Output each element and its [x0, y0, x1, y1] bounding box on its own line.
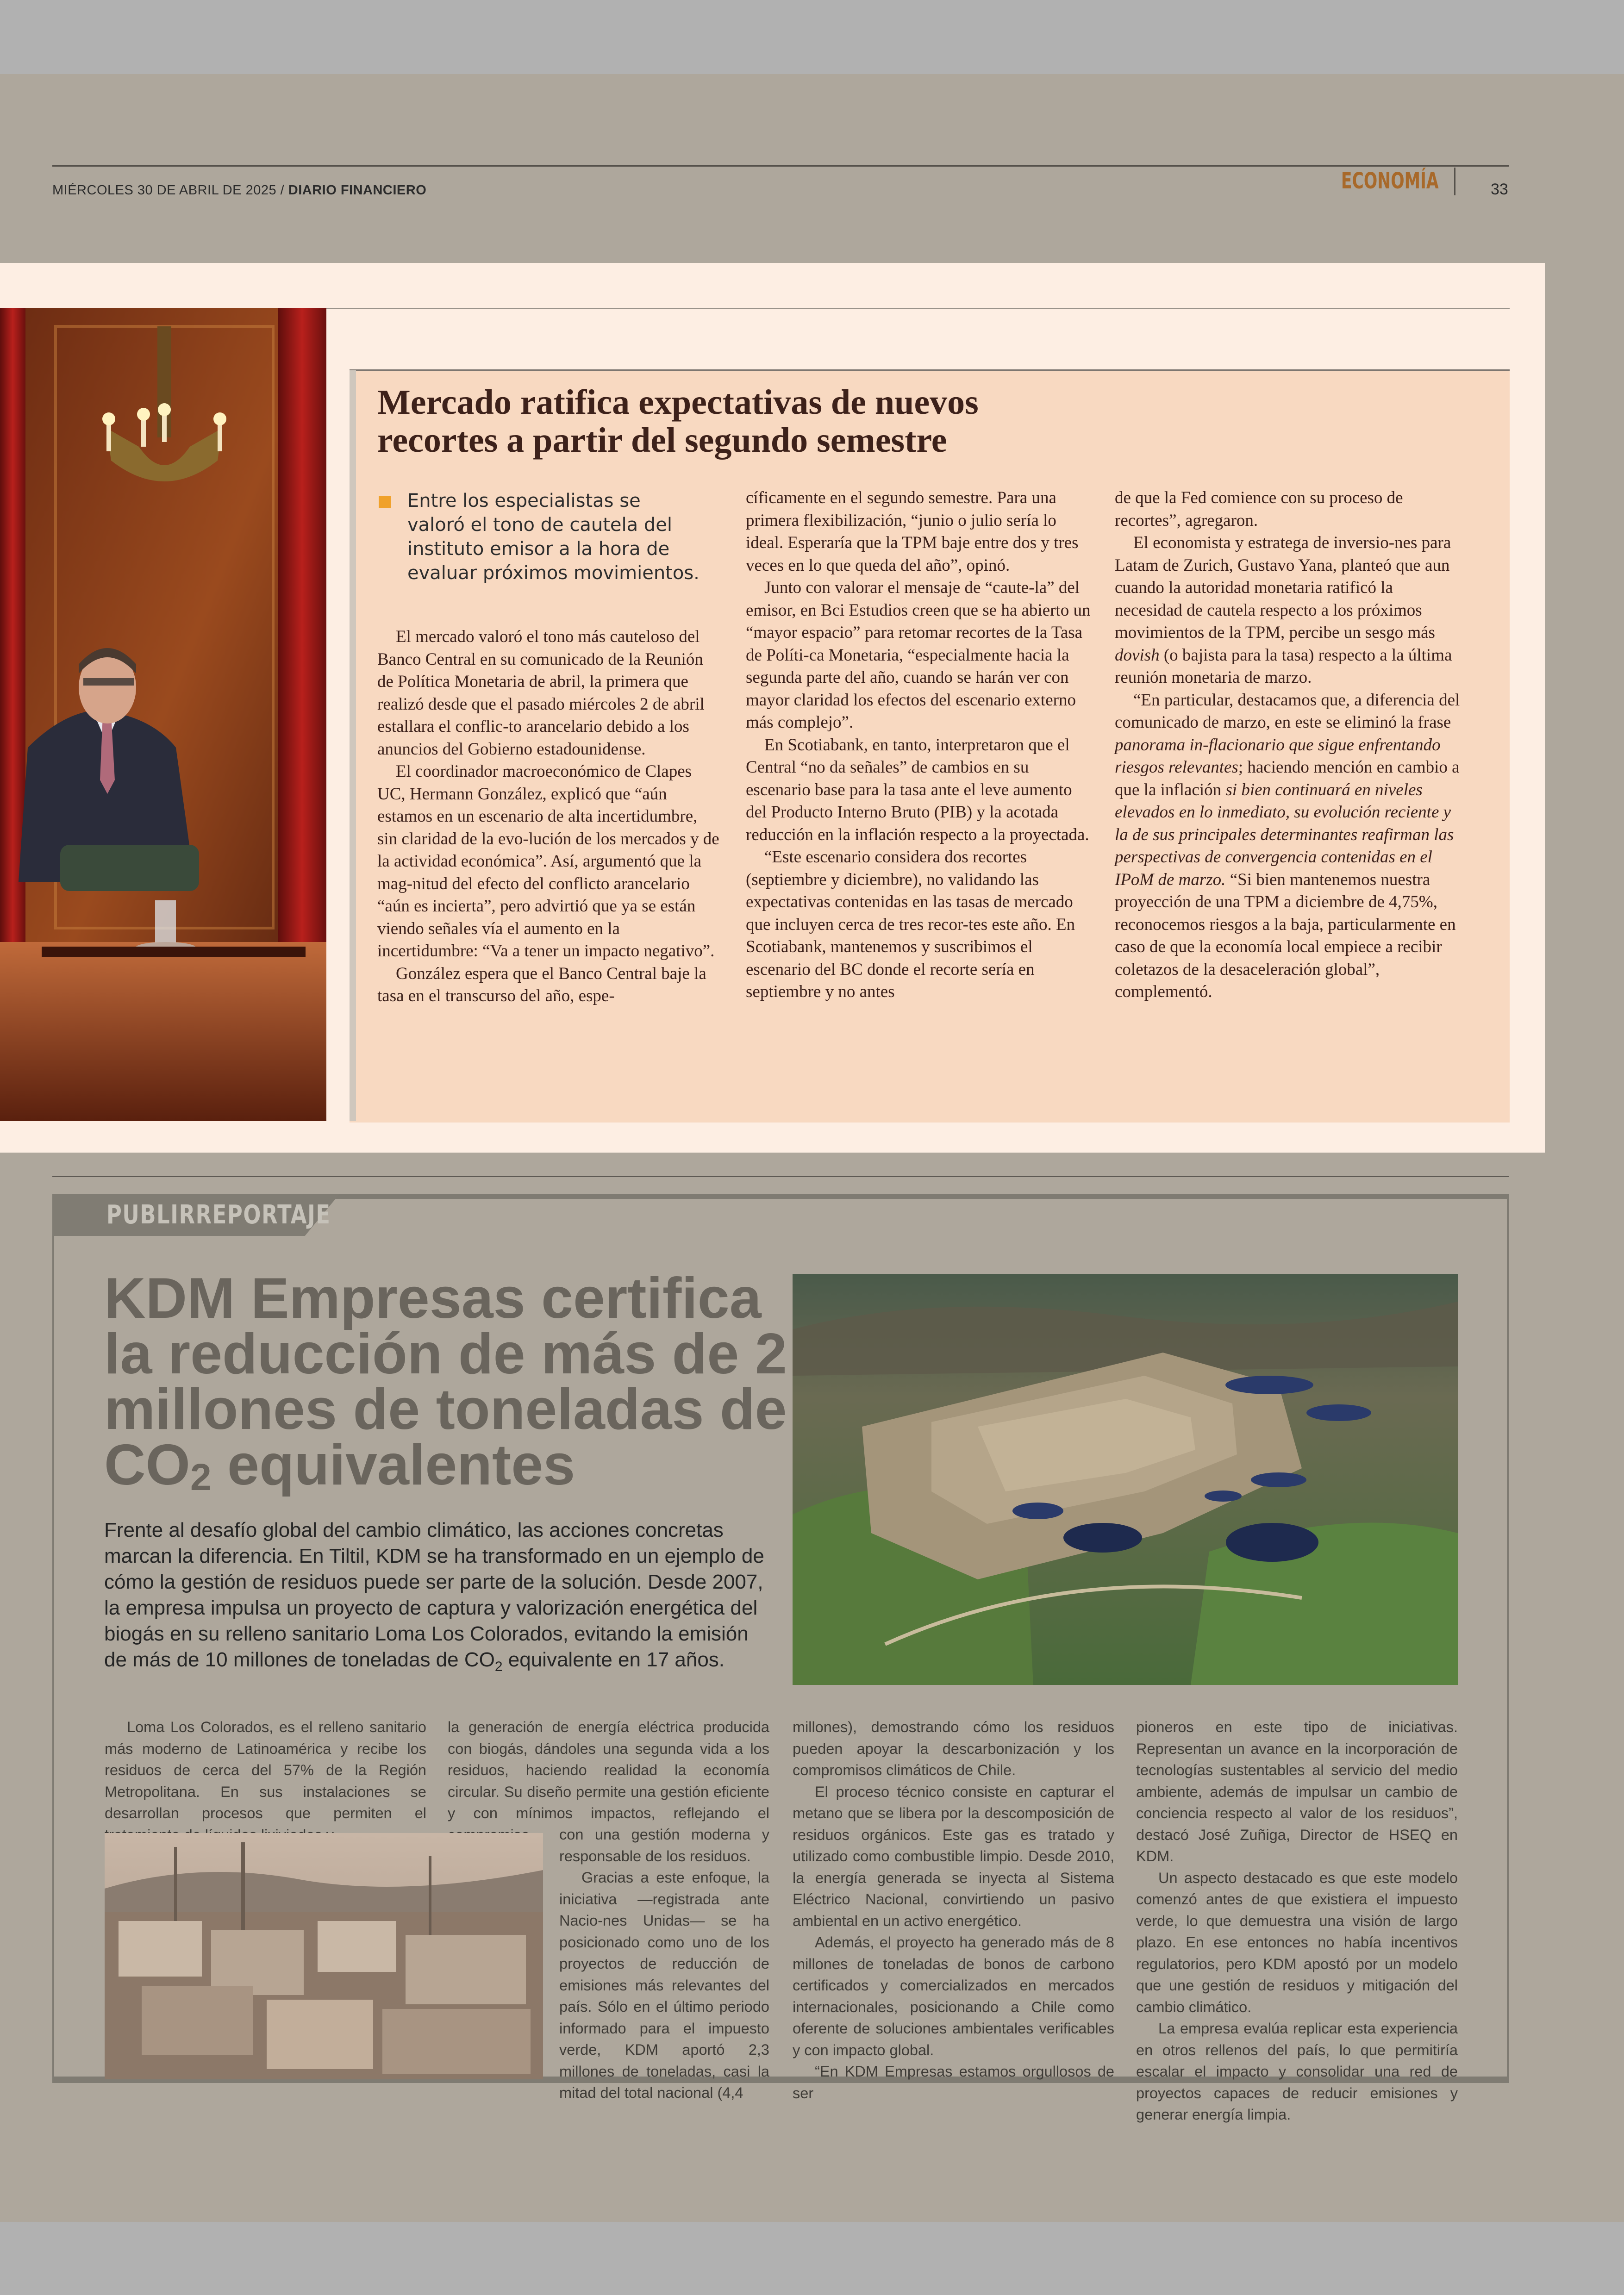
text-run: El economista y estratega de inversio-nes para Latam de Zurich, Gustavo Yana, planteó que aun cuando la autoridad monetaria ratificó la necesidad de cautela respecto a los próximos movimientos de la TPM, percibe un sesgo más: [1115, 533, 1451, 642]
kdm-paragraph: Loma Los Colorados, es el relleno sanitario más moderno de Latinoamérica y recibe los residuos de cerca del 57% de la Región Metropolitana. En sus instalaciones se desarrollan procesos que permiten el: [105, 1719, 426, 1821]
header-separator: /: [276, 183, 288, 198]
headline-text: KDM Empresas certifica la reducción de más de 2 millones de toneladas de CO: [104, 1266, 787, 1497]
landfill-aerial-photo: [793, 1274, 1458, 1685]
headline-line-1: Mercado ratifica expectativas de nuevos: [377, 383, 979, 422]
publirreportaje-tag: PUBLIRREPORTAJE: [106, 1200, 331, 1230]
kdm-column-2-narrow: [559, 1824, 769, 2104]
article-paragraph: cíficamente en el segundo semestre. Para una primera flexibilización, “junio o julio sería lo ideal. Esperaría que la TPM baje entre dos y tres veces en lo que queda del año”, opinó.: [746, 488, 1079, 575]
text-run: ; haciendo mención en cambio a que la inflación: [1115, 758, 1460, 799]
italic-quote: panorama in-flacionario que sigue enfrentando riesgos relevantes: [1115, 735, 1441, 777]
kdm-paragraph: Gracias a este enfoque, la iniciativa —registrada ante Nacio-nes Unidas— se ha posicionado como uno de los proyectos de reducción de emisiones más relevantes del país. Sólo en el último periodo informado para el impuesto verde, KDM aportó 2,3 millones de toneladas, casi la mitad del total nacional (4,4: [559, 1869, 769, 2101]
text-run: “En particular, destacamos que, a diferencia del comunicado de marzo, en este se eliminó la frase: [1115, 690, 1460, 732]
article-paragraph: [1115, 689, 1464, 1004]
page-number: 33: [1491, 181, 1508, 198]
article-paragraph: El coordinador macroeconómico de Clapes UC, Hermann González, explicó que “aún estamos en un escenario de alta incertidumbre, sin claridad de la evo-lución de los mercados y de la actividad económica”. Así, argumentó que la mag-nitud del efecto del conflicto arancelario “aún es incierta”, pero advirtió que ya se están viendo señales vía el aumento en la incertidumbre: “Va a tener un impacto negativo”.: [377, 762, 719, 960]
kdm-paragraph: con una gestión moderna y responsable de los residuos.: [559, 1826, 769, 1865]
kdm-paragraph: El proceso técnico consiste en capturar el metano que se libera por la descomposición de residuos orgánicos. Este gas es tratado y utilizado como combustible limpio. Desde 2010, la energía generada se inyecta al Sistema Eléctrico Nacional, convirtiendo un pasivo ambiental en un activo energético.: [793, 1783, 1114, 1929]
kdm-paragraph: pioneros en este tipo de iniciativas. Representan un avance en la incorporación de tecnologías sustentables al servicio del medio ambiente, además de impulsar un cambio de conciencia respecto al valor de los residuos”, destacó José Zuñiga, Director de HSEQ en KDM.: [1136, 1719, 1458, 1865]
headline-text: equivalentes: [211, 1433, 575, 1497]
kdm-paragraph: la generación de energía eléctrica producida con biogás, dándoles una segunda vida a los residuos, haciendo realidad la economía circular. Su diseño permite una gestión eficiente y con mínimos impactos, reflejando el: [448, 1719, 769, 1821]
portrait-photo: [0, 308, 326, 1121]
lead-text: equivalente en 17 años.: [502, 1648, 725, 1671]
italic-term: dovish: [1115, 645, 1160, 665]
article-paragraph: El mercado valoró el tono más cauteloso del Banco Central en su comunicado de la Reunión de Política Monetaria de abril, la primera que realizó desde que el pasado miércoles 2 de abril estallara el conflic-to arancelario debido a los anuncios del Gobierno estadounidense.: [377, 627, 705, 759]
article-box-side-bar: [350, 370, 356, 1121]
lead-text: Frente al desafío global del cambio climático, las acciones concretas marcan la diferencia. En Tiltil, KDM se ha transformado en un ejemplo de cómo la gestión de residuos puede ser parte de la solución. Desde 2007, la empresa impulsa un proyecto de captura y valorización energética del biogás en su relleno sanitario Loma Los Colorados, evitando la emisión de más de 10 millones de toneladas de CO: [104, 1519, 764, 1671]
aerial-illustration: [793, 1274, 1458, 1685]
header-date: MIÉRCOLES 30 DE ABRIL DE 2025: [52, 183, 277, 198]
bullet-square-icon: [379, 496, 391, 508]
kdm-paragraph: “En KDM Empresas estamos orgullosos de ser: [793, 2063, 1114, 2102]
kdm-paragraph: La empresa evalúa replicar esta experiencia en otros rellenos del país, lo que permitiría escalar el impacto y consolidar una red de proyectos capaces de reducir emisiones y generar energía limpia.: [1136, 2020, 1458, 2123]
article-column-3: [1115, 487, 1464, 1004]
publication-name: DIARIO FINANCIERO: [288, 183, 427, 198]
text-run: “Si bien mantenemos nuestra proyección de una TPM a diciembre de 4,75%, reconocemos riesgos a la baja, particularmente en caso de que la economía local empiece a recibir coletazos de la desaceleración global”, complementó.: [1115, 870, 1456, 1001]
header-divider: [1454, 168, 1455, 195]
kdm-paragraph: Un aspecto destacado es que este modelo comenzó antes de que existiera el impuesto verde, lo que demuestra una visión de largo plazo. En ese entonces no había incentivos regulatorios, pero KDM apostó por un modelo que une gestión de residuos y mitigación del cambio climático.: [1136, 1869, 1458, 2015]
article-paragraph: González espera que el Banco Central baje la tasa en el transcurso del año, espe-: [377, 964, 706, 1005]
kdm-column-1: [105, 1716, 426, 1846]
italic-quote: si bien continuará en niveles elevados en lo inmediato, su evolución reciente y la de sus principales determinantes reafirman las perspectivas de convergencia contenidas en el IPoM de marzo.: [1115, 780, 1454, 889]
biogas-plant-photo: [105, 1833, 543, 2079]
header-rule: [52, 165, 1509, 167]
headline-line-2: recortes a partir del segundo semestre: [377, 421, 947, 460]
article-paragraph: [1115, 532, 1464, 689]
portrait-illustration: [0, 308, 326, 1121]
section-name: ECONOMÍA: [1341, 168, 1439, 194]
article-paragraph: En Scotiabank, en tanto, interpretaron que el Central “no da señales” de cambios en su escenario base para la tasa ante el leve aumento del Producto Interno Bruto (PIB) y la acotada reducción en la inflación respecto a la proyectada.: [746, 735, 1089, 844]
subscript: 2: [190, 1456, 212, 1498]
article-paragraph: de que la Fed comience con su proceso de recortes”, agregaron.: [1115, 488, 1403, 530]
article-paragraph: “Este escenario considera dos recortes (septiembre y diciembre), no validando las expectativas contenidas en las tasas de mercado que incluyen cerca de tres recor-tes este año. En Scotiabank, mantenemos y suscribimos el escenario del BC donde el recorte sería en septiembre y no antes: [746, 848, 1075, 1001]
article-column-1: [377, 626, 721, 1008]
subscript: 2: [494, 1659, 503, 1674]
kdm-column-3: [793, 1716, 1114, 2104]
article-bullet: Entre los especialistas se valoró el tono de cautela del instituto emisor a la hora de evaluar próximos movimientos.: [407, 490, 700, 584]
article-column-2: [746, 487, 1095, 1004]
panel-top-rule: [326, 308, 1510, 309]
plant-illustration: [105, 1833, 543, 2079]
kdm-headline: [104, 1266, 799, 1505]
kdm-column-4: [1136, 1716, 1458, 2126]
pub-top-rule: [52, 1176, 1509, 1177]
kdm-lead: [104, 1517, 771, 1680]
kdm-paragraph: Además, el proyecto ha generado más de 8 millones de toneladas de bonos de carbono certificados y comercializados en mercados internacionales, posicionando a Chile como oferente de soluciones ambientales verificables y con impacto global.: [793, 1934, 1114, 2058]
page-header-dateline: [52, 183, 426, 198]
article-headline: [377, 383, 1072, 459]
kdm-paragraph: millones), demostrando cómo los residuos pueden apoyar la descarbonización y los compromisos climáticos de Chile.: [793, 1719, 1114, 1778]
article-paragraph: Junto con valorar el mensaje de “caute-la” del emisor, en Bci Estudios creen que se ha abierto un “mayor espacio” para retomar recortes de la Tasa de Políti-ca Monetaria, “especialmente hacia la segunda parte del año, cuando se harán ver con mayor claridad los efectos del escenario externo más complejo”.: [746, 578, 1091, 732]
text-run: (o bajista para la tasa) respecto a la última reunión monetaria de marzo.: [1115, 645, 1452, 687]
